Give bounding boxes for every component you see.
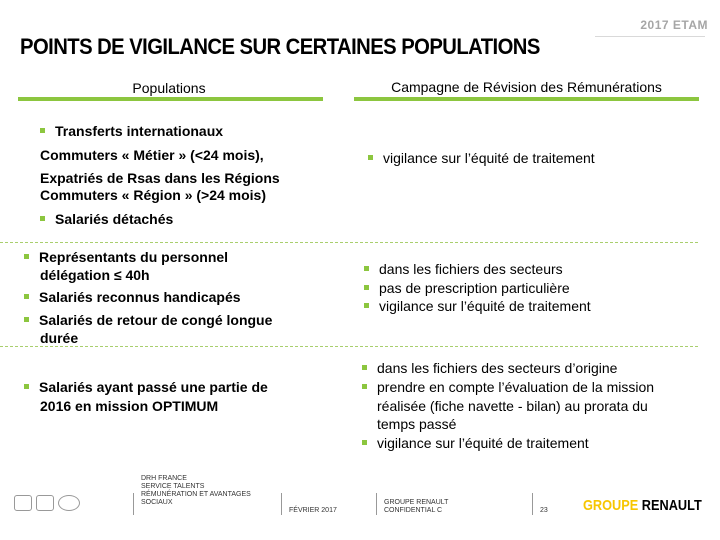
column-header-populations: Populations bbox=[132, 80, 206, 96]
column-bar-left bbox=[18, 97, 323, 101]
s2-left-item-1: Représentants du personnel bbox=[24, 248, 228, 266]
footer-separator bbox=[532, 493, 533, 515]
bullet-icon bbox=[40, 216, 45, 221]
s1-left-item-3: Expatriés de Rsas dans les Régions bbox=[40, 170, 280, 186]
bullet-icon bbox=[364, 303, 369, 308]
column-bar-right bbox=[354, 97, 699, 101]
footer-separator bbox=[376, 493, 377, 515]
section-divider-1 bbox=[0, 242, 698, 243]
dacia-logo-icon bbox=[36, 495, 54, 511]
column-header-campagne: Campagne de Révision des Rémunérations bbox=[391, 79, 662, 95]
s2-right-item-1: dans les fichiers des secteurs bbox=[364, 260, 563, 278]
s1-left-item-4: Commuters « Région » (>24 mois) bbox=[40, 187, 267, 203]
samsung-logo-icon bbox=[58, 495, 80, 511]
s1-right-item-1: vigilance sur l’équité de traitement bbox=[368, 149, 595, 167]
page-title: POINTS DE VIGILANCE SUR CERTAINES POPULATIONS bbox=[20, 34, 540, 59]
bullet-icon bbox=[40, 128, 45, 133]
groupe-renault-logo: GROUPE RENAULT bbox=[583, 497, 702, 514]
s3-right-item-5: vigilance sur l’équité de traitement bbox=[362, 434, 589, 452]
bullet-icon bbox=[364, 266, 369, 271]
bullet-icon bbox=[362, 440, 367, 445]
footer-logos bbox=[14, 495, 80, 511]
page-number: 23 bbox=[540, 507, 548, 514]
s2-right-item-3: vigilance sur l’équité de traitement bbox=[364, 297, 591, 315]
etam-tag: 2017 ETAM bbox=[640, 18, 708, 32]
s2-left-item-5: durée bbox=[40, 330, 79, 346]
s3-right-item-2: prendre en compte l’évaluation de la mission bbox=[362, 378, 654, 396]
bullet-icon bbox=[24, 384, 29, 389]
s3-right-item-1: dans les fichiers des secteurs d’origine bbox=[362, 359, 617, 377]
footer-date: FÉVRIER 2017 bbox=[289, 507, 337, 514]
renault-logo-icon bbox=[14, 495, 32, 511]
s3-left-item-1: Salariés ayant passé une partie de bbox=[24, 378, 268, 396]
footer-separator bbox=[281, 493, 282, 515]
bullet-icon bbox=[24, 254, 29, 259]
tag-underline bbox=[595, 36, 705, 37]
s1-left-item-2: Commuters « Métier » (<24 mois), bbox=[40, 147, 264, 163]
footer-confidential: GROUPE RENAULT CONFIDENTIAL C bbox=[384, 499, 449, 514]
s3-right-item-4: temps passé bbox=[377, 416, 457, 432]
bullet-icon bbox=[364, 285, 369, 290]
s3-left-item-2: 2016 en mission OPTIMUM bbox=[40, 398, 219, 414]
section-divider-2 bbox=[0, 346, 698, 347]
bullet-icon bbox=[362, 384, 367, 389]
s1-left-item-5: Salariés détachés bbox=[40, 210, 173, 228]
footer-dept: DRH FRANCE SERVICE TALENTS RÉMUNÉRATION ET AVANTAGES SOCIAUX bbox=[141, 475, 251, 506]
s3-right-item-3: réalisée (fiche navette - bilan) au prorata du bbox=[377, 398, 648, 414]
footer-separator bbox=[133, 493, 134, 515]
bullet-icon bbox=[24, 294, 29, 299]
bullet-icon bbox=[24, 317, 29, 322]
s2-left-item-4: Salariés de retour de congé longue bbox=[24, 311, 272, 329]
s2-left-item-2: délégation ≤ 40h bbox=[40, 267, 150, 283]
bullet-icon bbox=[368, 155, 373, 160]
s2-left-item-3: Salariés reconnus handicapés bbox=[24, 288, 241, 306]
s1-left-item-1: Transferts internationaux bbox=[40, 122, 223, 140]
bullet-icon bbox=[362, 365, 367, 370]
s2-right-item-2: pas de prescription particulière bbox=[364, 279, 570, 297]
